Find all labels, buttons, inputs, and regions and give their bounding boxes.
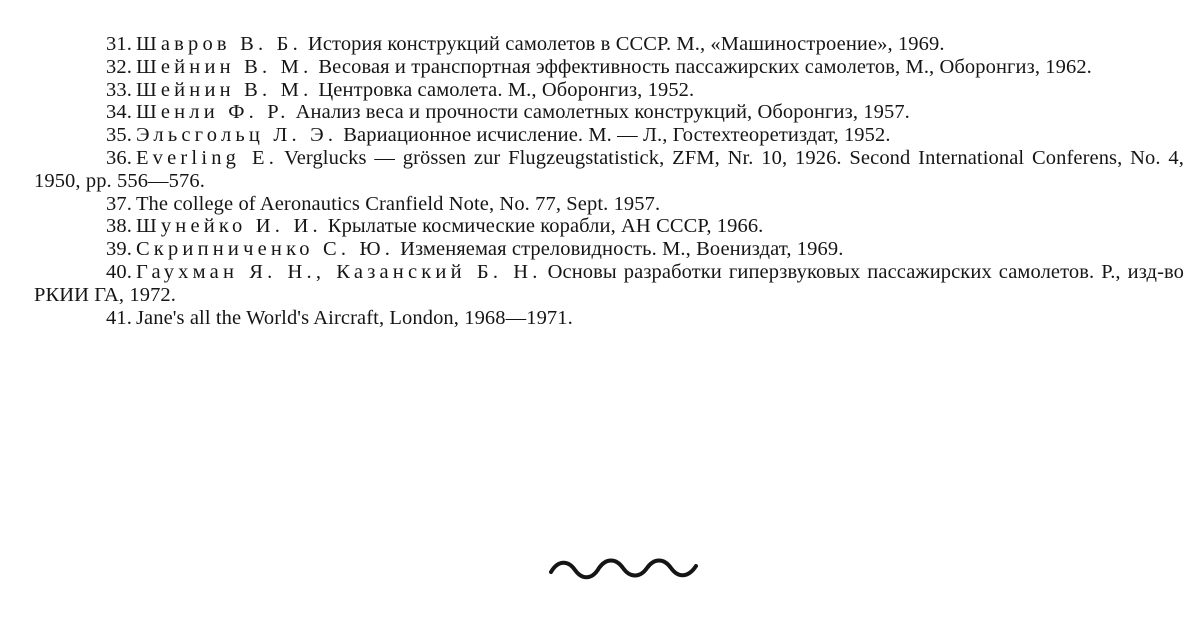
reference-text: Verglucks — grössen zur Flugzeugstatistick, ZFM, Nr. 10, 1926. Second International Conferens, No. 4, 1950, pp. 556—576.: [34, 146, 1184, 192]
reference-text: Изменяемая стреловидность. М., Воениздат, 1969.: [400, 238, 844, 261]
reference-item: [34, 307, 1184, 330]
wavy-line-ornament-icon: [548, 556, 700, 580]
reference-text: История конструкций самолетов в СССР. М., «Машиностроение», 1969.: [307, 33, 945, 55]
reference-item: [34, 56, 1184, 79]
reference-author: Шейнин В. М.: [135, 78, 313, 101]
reference-author: Скрипниченко С. Ю.: [135, 238, 395, 261]
reference-text: The college of Aeronautics Cranfield Note, No. 77, Sept. 1957.: [135, 192, 661, 215]
reference-number: 33.: [106, 78, 132, 101]
reference-number: 39.: [106, 238, 132, 261]
reference-author: Шенли Ф. Р.: [135, 101, 290, 124]
reference-text: Вариационное исчисление. М. — Л., Гостехтеоретиздат, 1952.: [343, 124, 891, 147]
reference-number: 38.: [106, 215, 132, 238]
reference-number: 41.: [106, 306, 132, 329]
reference-item: [34, 124, 1184, 147]
reference-number: 34.: [106, 101, 132, 124]
reference-item: [34, 261, 1184, 307]
reference-author: Гаухман Я. Н., Казанский Б. Н.: [135, 260, 542, 283]
reference-item: [34, 238, 1184, 261]
reference-number: 35.: [106, 124, 132, 147]
reference-number: 36.: [106, 146, 132, 169]
reference-number: 37.: [106, 192, 132, 215]
reference-item: [34, 79, 1184, 102]
reference-number: 32.: [106, 55, 132, 78]
reference-number: 31.: [106, 33, 132, 55]
reference-number: 40.: [106, 260, 132, 283]
reference-author: Эльсгольц Л. Э.: [135, 124, 338, 147]
reference-text: Jane's all the World's Aircraft, London, 1968—1971.: [135, 306, 573, 329]
reference-item: [34, 215, 1184, 238]
reference-text: Весовая и транспортная эффективность пассажирских самолетов, М., Оборонгиз, 1962.: [318, 55, 1092, 78]
reference-item: [34, 193, 1184, 216]
reference-item: [34, 101, 1184, 124]
reference-author: Шавров В. Б.: [135, 33, 302, 55]
reference-author: Шейнин В. М.: [135, 55, 313, 78]
reference-author: Шунейко И. И.: [135, 215, 322, 238]
reference-text: Центровка самолета. М., Оборонгиз, 1952.: [318, 78, 695, 101]
reference-text: Анализ веса и прочности самолетных конструкций, Оборонгиз, 1957.: [295, 101, 910, 124]
reference-item: [34, 147, 1184, 193]
reference-author: Everling E.: [135, 146, 279, 169]
reference-item: [34, 33, 1184, 56]
reference-text: Крылатые космические корабли, АН СССР, 1966.: [327, 215, 764, 238]
reference-list: [34, 33, 1184, 329]
reference-text: Основы разработки гиперзвуковых пассажирских самолетов. Р., изд-во РКИИ ГА, 1972.: [34, 260, 1184, 306]
